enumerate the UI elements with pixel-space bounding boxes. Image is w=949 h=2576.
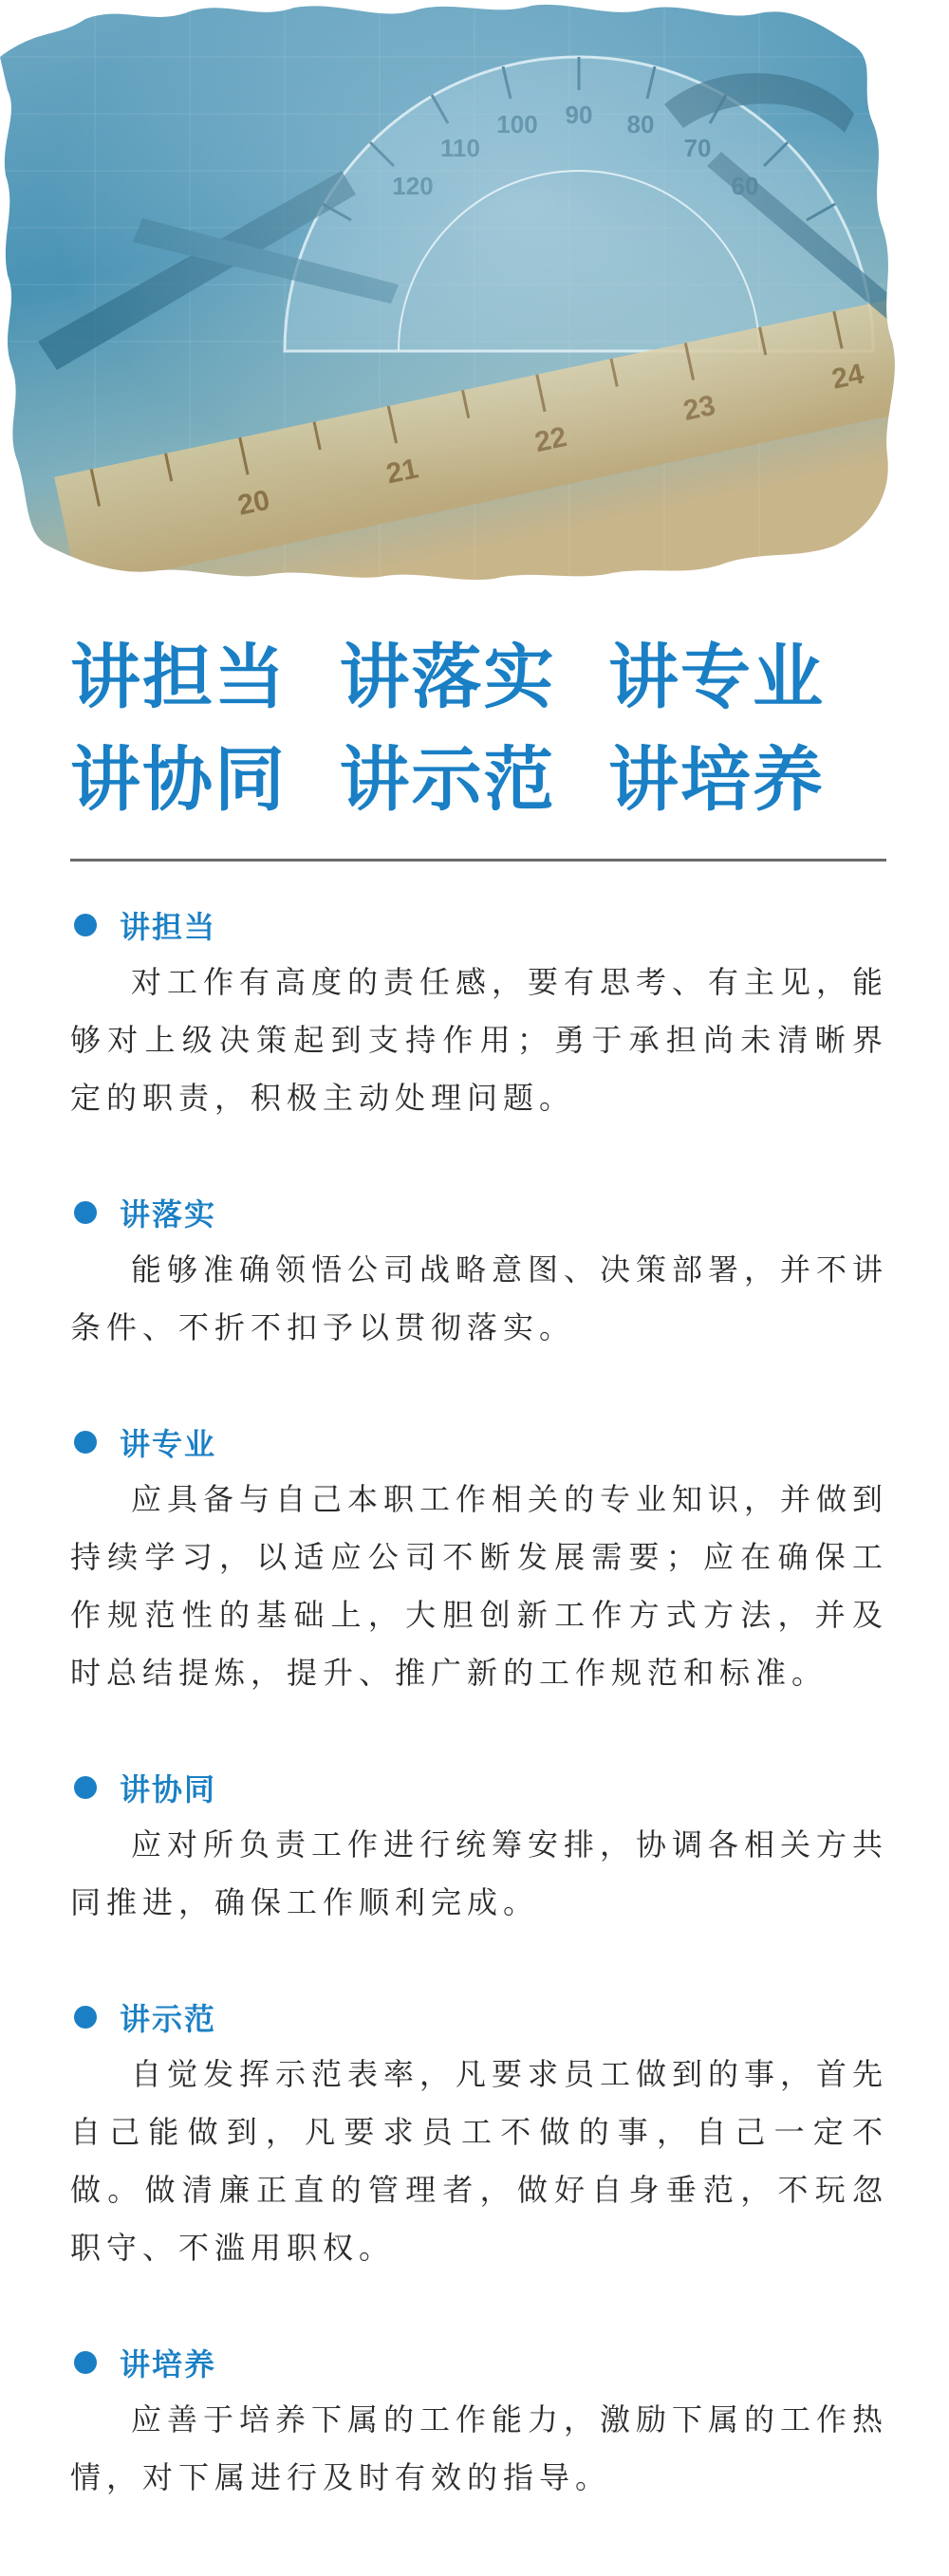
section-title: 讲担当 [120,909,217,945]
bullet-dot-icon [74,2351,97,2374]
section-shifan [70,1989,888,2277]
section-body: 能够准确领悟公司战略意图、决策部署，并不讲条件、不折不扣予以贯彻落实。 [70,1251,889,1345]
section-header [70,1184,888,1241]
section-peiyang [70,2334,888,2507]
drafting-tools-image [0,0,949,584]
headline-divider [70,859,886,862]
bullet-dot-icon [74,1201,97,1224]
section-body: 应对所负责工作进行统筹安排，协调各相关方共同推进，确保工作顺利完成。 [70,1826,889,1920]
bullet-dot-icon [74,1431,97,1454]
hero-image [0,0,949,584]
bullet-dot-icon [74,2006,97,2029]
section-title: 讲专业 [120,1426,217,1462]
section-luoshi [70,1184,888,1357]
section-header [70,1989,888,2046]
section-zhuanye [70,1414,888,1702]
headline [70,626,905,831]
section-title: 讲示范 [120,2001,217,2037]
bullet-dot-icon [74,1776,97,1799]
section-body: 应具备与自己本职工作相关的专业知识，并做到持续学习，以适应公司不断发展需要；应在确保工作规范性的基础上，大胆创新工作方式方法，并及时总结提炼，提升、推广新的工作规范和标准。 [70,1481,889,1691]
section-dandang [70,897,888,1127]
section-header [70,1414,888,1471]
section-body: 应善于培养下属的工作能力，激励下属的工作热情，对下属进行及时有效的指导。 [70,2401,889,2495]
bullet-dot-icon [74,914,97,936]
section-title: 讲培养 [120,2346,217,2382]
section-header [70,2334,888,2391]
headline-line-2: 讲协同 讲示范 讲培养 [70,739,826,821]
section-header [70,897,888,954]
section-header [70,1759,888,1816]
headline-line-1: 讲担当 讲落实 讲专业 [70,637,826,718]
section-xietong [70,1759,888,1932]
section-body: 对工作有高度的责任感，要有思考、有主见，能够对上级决策起到支持作用；勇于承担尚未清晰界定的职责，积极主动处理问题。 [70,964,889,1116]
section-body: 自觉发挥示范表率，凡要求员工做到的事，首先自己能做到，凡要求员工不做的事，自己一定不做。做清廉正直的管理者，做好自身垂范，不玩忽职守、不滥用职权。 [70,2056,889,2266]
principles-list [70,897,888,2507]
section-title: 讲协同 [120,1771,217,1807]
section-title: 讲落实 [120,1196,217,1232]
